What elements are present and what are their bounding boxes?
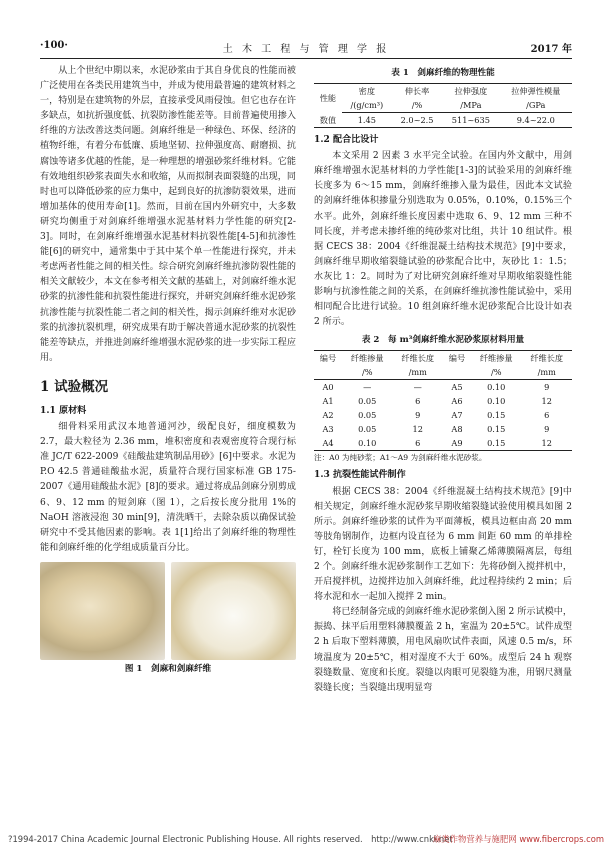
table-cell: 0.10 (487, 382, 506, 393)
table-2-unit: /mm (521, 365, 572, 380)
page-footer (8, 833, 604, 845)
table-2-unit (443, 365, 471, 380)
table-cell: 6 (415, 438, 421, 449)
table-cell: A1 (322, 396, 334, 407)
table-cell: 0.05 (358, 410, 377, 421)
table-row (314, 436, 572, 451)
page-header (40, 40, 572, 56)
table-cell: 9 (544, 424, 550, 435)
table-2-header: 纤维长度 (401, 353, 435, 364)
crack-procedure-paragraph: 将已经制备完成的剑麻纤维水泥砂浆倒入图 2 所示试模中，振捣、抹平后用塑料薄膜覆盖 2 h，室温为 20±5℃。试件成型 2 h 后取下塑料薄膜，用电风扇吹试件表面，风速 0.5 m/s，环境温度为 20±5℃，相对湿度不大于 60%。成型后 24 h 观察裂缝数量、宽度和长度。裂缝以肉眼可见裂缝为准，用钢尺测量裂缝长度；当裂缝出现明显弯 (314, 607, 572, 693)
table-2-unit: /% (471, 365, 521, 380)
table-cell: 9.4~22.0 (516, 115, 555, 126)
copyright-text: ?1994-2017 China Academic Journal Electronic Publishing House. All rights reserved. http://www.cnki.net (8, 834, 453, 844)
table-1-unit: /(g/cm³) (342, 98, 392, 113)
table-cell: A7 (451, 410, 463, 421)
table-row (314, 394, 572, 408)
table-1-row-head: 性能 (319, 93, 337, 104)
table-cell: 0.15 (487, 410, 506, 421)
table-cell: 0.15 (487, 438, 506, 449)
table-2-unit: /mm (392, 365, 442, 380)
table-row (314, 380, 572, 395)
sisal-fiber-photo (171, 562, 296, 660)
sisal-rope-photo (40, 562, 165, 660)
table-1-unit: /GPa (500, 98, 572, 113)
table-2-note: 注：A0 为纯砂浆；A1～A9 为剑麻纤维水泥砂浆。 (314, 453, 487, 463)
figure-1-caption: 图 1 剑麻和剑麻纤维 (124, 663, 212, 674)
journal-year: 2017 年 (530, 44, 572, 55)
table-cell: 0.10 (358, 438, 377, 449)
table-2-unit: /% (342, 365, 392, 380)
figure-1 (40, 562, 296, 660)
table-cell: — (413, 382, 422, 393)
table-cell: 6 (544, 410, 550, 421)
table-cell: 511~635 (451, 115, 490, 126)
table-cell: 0.15 (487, 424, 506, 435)
table-cell: 0.10 (487, 396, 506, 407)
section-heading-1: 1 试验概况 (40, 378, 109, 395)
journal-title: 土 木 工 程 与 管 理 学 报 (222, 44, 390, 55)
table-2-header: 编号 (319, 353, 337, 364)
table-2-header: 纤维掺量 (479, 353, 513, 364)
table-2-unit (314, 365, 342, 380)
table-cell: 0.05 (358, 424, 377, 435)
intro-paragraph: 从上个世纪中期以来，水泥砂浆由于其自身优良的性能而被广泛使用在各类民用建筑当中，并成为使用最普遍的建筑材料之一，特别是在建筑物的外层，直接承受风雨侵蚀。但它也存在许多缺点，如抗折强度低、抗裂防渗性能差等。目前普遍使用掺入纤维的方法改善这类问题。剑麻纤维是一种绿色、环保、经济的植物纤维，有着分布低廉、质地坚韧、拉伸强度高、耐磨损、抗腐蚀等诸多优越的性能，是一种理想的增强砂浆纤维材料。它能有效地组织砂浆表面失水和收缩，从而拟制表面裂缝的出现，同时也可以降低砂浆的应力集中，起到良好的抗渗防裂效果，进而增加基体的使用寿命[1]。然而，目前在国内外研究中，大多数研究均侧重于对剑麻纤维增强水泥基材料力学性能的研究[2-3]。同时，在剑麻纤维增强水泥基材料抗裂性能[4-5]和抗渗性能[6]的研究中，通常集中于其中某个单一性能进行探究，并未考虑两者性能之间的相关性。综合研究剑麻纤维抗渗防裂性能的相关文献较少，本文在参考相关文献的基础上，对剑麻纤维水泥砂浆的抗渗性能和抗裂性能进行探究，并研究剑麻纤维水泥砂浆抗渗性能与抗裂性能二者之间的相关性，揭示剑麻纤维对水泥砂浆的抗渗抗裂机理，研究成果有助于解决普通水泥砂浆的抗裂性能差等缺点，并推进剑麻纤维增强水泥砂浆的进一步实际工程应用。 (40, 66, 296, 363)
table-cell: 9 (415, 410, 421, 421)
table-row (314, 408, 572, 422)
crack-method-paragraph: 根据 CECS 38：2004《纤维混凝土结构技术规范》[9]中相关规定，剑麻纤维水泥砂浆早期收缩裂缝试验使用模具如图 2 所示。剑麻纤维砂浆的试件为平面薄板，模具边框由高 20 mm 等肢角钢制作，边框内设直径为 6 mm 间距 60 mm 的单排栓钉，栓钉长度为 100 mm，底板上铺聚乙烯薄膜隔离层，每组 2 个。剑麻纤维水泥砂浆制作工艺如下：先将砂倒入搅拌机中，开启搅拌机，边搅拌边加入剑麻纤维，此过程持续约 2 min；后将水泥和水一起加入搅拌 2 min。 (314, 486, 572, 603)
table-1-header: 拉伸强度 (454, 86, 488, 97)
page-number: ·100· (40, 40, 68, 51)
table-cell: A9 (451, 438, 463, 449)
table-2-header: 编号 (448, 353, 466, 364)
watermark-text: 麻类作物营养与施肥网 www.fibercrops.com (432, 834, 604, 844)
table-cell: A6 (451, 396, 463, 407)
table-1-header: 伸长率 (404, 86, 430, 97)
table-cell: 6 (415, 396, 421, 407)
table-cell: 0.05 (358, 396, 377, 407)
header-rule (40, 58, 572, 59)
table-cell: A4 (322, 438, 334, 449)
subsection-heading-1-3: 1.3 抗裂性能试件制作 (314, 469, 406, 481)
table-cell: 12 (412, 424, 423, 435)
table-cell: 1.45 (357, 115, 376, 126)
table-1-unit: /MPa (442, 98, 499, 113)
table-cell: A8 (451, 424, 463, 435)
table-1-caption: 表 1 剑麻纤维的物理性能 (391, 68, 495, 78)
table-1 (314, 83, 572, 128)
table-cell: 12 (541, 438, 552, 449)
table-2-caption: 表 2 每 m³剑麻纤维水泥砂浆原材料用量 (361, 335, 525, 346)
table-cell: 9 (544, 382, 550, 393)
left-column (40, 64, 296, 677)
table-cell: A2 (322, 410, 334, 421)
table-cell: A3 (322, 424, 334, 435)
table-cell: A0 (322, 382, 334, 393)
table-2-header: 纤维掺量 (350, 353, 384, 364)
subsection-heading-1-1: 1.1 原材料 (40, 404, 87, 416)
table-cell: 12 (541, 396, 552, 407)
table-2-header: 纤维长度 (530, 353, 564, 364)
table-row (314, 422, 572, 436)
table-1-header: 拉伸弹性模量 (511, 86, 561, 97)
mix-design-paragraph: 本文采用 2 因素 3 水平完全试验。在国内外文献中，用剑麻纤维增强水泥基材料的力学性能[1-3]的试验采用的剑麻纤维长度多为 6～15 mm，剑麻纤维掺入量为最佳，因此本文试验的剑麻纤维体积掺量分别选取为 0.05%，0.10%，0.15%三个水平。此外，剑麻纤维长度因素中选取 6、9、12 mm 三种不同长度，并考虑未掺纤维的纯砂浆对比组，共计 10 组试件。根据 CECS 38：2004《纤维混凝土结构技术规范》[9]中要求，剑麻纤维早期收缩裂缝试验的砂浆配合比中，灰砂比 1：1.5；水灰比 1：2。同时为了对比研究剑麻纤维对早期收缩裂缝性能影响与抗渗性能之间的关系，在剑麻纤维抗渗性能试验中，采用相同配合比进行试验。10 组剑麻纤维水泥砂浆配合比设计如表 2 所示。 (314, 151, 572, 328)
table-1-header: 密度 (358, 86, 376, 97)
right-column (314, 64, 572, 696)
table-row (314, 113, 572, 128)
materials-paragraph: 细骨料采用武汉本地普通河沙，级配良好，细度模数为 2.7，最大粒径为 2.36 mm，堆积密度和表观密度符合现行标准 JC/T 622-2009《硅酸盐建筑制品用砂》[6]中要求。水泥为 P.O 42.5 普通硅酸盐水泥，质量符合现行国家标准 GB 175-2007《通用硅酸盐水泥》[8]的要求。通过将成品剑麻分别剪成 6、9、12 mm 的短剑麻（图 1），之后按长度分批用 1%的 NaOH 溶液浸泡 30 min[9]，清洗晒干，去除杂质以确保试验研究中不受其他因素的影响。表 1[1]给出了剑麻纤维的物理性能和剑麻纤维的化学组成质量百分比。 (40, 422, 296, 553)
table-1-row-label: 数值 (319, 114, 337, 125)
table-cell: — (363, 382, 372, 393)
table-2 (314, 350, 572, 451)
table-1-unit: /% (392, 98, 442, 113)
table-cell: A5 (451, 382, 463, 393)
subsection-heading-1-2: 1.2 配合比设计 (314, 134, 379, 146)
table-cell: 2.0~2.5 (400, 115, 434, 126)
